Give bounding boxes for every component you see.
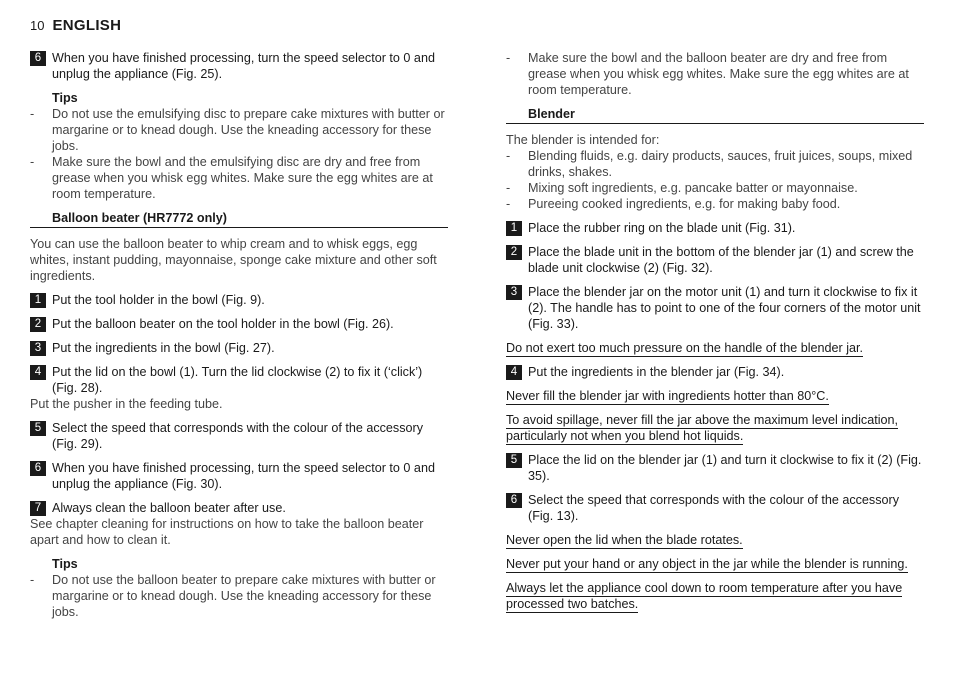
page-number: 10 — [30, 18, 45, 33]
page-header — [30, 17, 121, 35]
balloon-beater-intro: You can use the balloon beater to whip cream and to whisk eggs, egg whites, instant pudding, mayonnaise, sponge cake mixture and other soft ingredients. — [30, 237, 437, 283]
step-number: 1 — [506, 221, 522, 236]
step-text: Put the ingredients in the bowl (Fig. 27). — [52, 341, 275, 355]
warning-text: Never fill the blender jar with ingredients hotter than 80°C. — [506, 389, 829, 403]
step-number: 4 — [506, 365, 522, 380]
balloon-step-5 — [30, 420, 448, 452]
balloon-step-4 — [30, 364, 448, 396]
blender-step-1 — [506, 220, 924, 236]
step-text: Select the speed that corresponds with the colour of the accessory (Fig. 29). — [52, 421, 424, 451]
balloon-beater-heading: Balloon beater (HR7772 only) — [30, 210, 448, 228]
step-text: Put the ingredients in the blender jar (Fig. 34). — [528, 365, 785, 379]
balloon-step-3 — [30, 340, 448, 356]
blender-intro: The blender is intended for: — [506, 133, 660, 147]
step-number: 1 — [30, 293, 46, 308]
right-column — [506, 50, 924, 620]
balloon-step-2 — [30, 316, 448, 332]
step-text: Place the rubber ring on the blade unit (Fig. 31). — [528, 221, 796, 235]
left-column — [30, 50, 448, 628]
cleaning-note: See chapter cleaning for instructions on how to take the balloon beater apart and how to clean it. — [30, 517, 424, 547]
balloon-step-6 — [30, 460, 448, 492]
step-number: 6 — [30, 51, 46, 66]
blender-step-6 — [506, 492, 924, 524]
blender-step-5 — [506, 452, 924, 484]
warning-text: Never open the lid when the blade rotates. — [506, 533, 743, 547]
tip-item: - Make sure the bowl and the balloon beater are dry and free from grease when you whisk egg whites. Make sure the egg whites are at room temperature. — [506, 50, 924, 98]
tips-heading: Tips — [52, 91, 78, 105]
use-item: - Mixing soft ingredients, e.g. pancake batter or mayonnaise. — [506, 180, 924, 196]
tip-item: - Make sure the bowl and the emulsifying disc are dry and free from grease when you whisk egg whites. Make sure the egg whites are at room temperature. — [30, 154, 448, 202]
step-number: 2 — [30, 317, 46, 332]
blender-heading: Blender — [506, 106, 924, 124]
step-number: 7 — [30, 501, 46, 516]
step-6-emulsifying — [30, 50, 448, 82]
step-text: Put the tool holder in the bowl (Fig. 9). — [52, 293, 265, 307]
step-number: 5 — [506, 453, 522, 468]
tips-heading: Tips — [52, 557, 78, 571]
warning-cool-down — [506, 580, 924, 612]
step-number: 2 — [506, 245, 522, 260]
step-text: Select the speed that corresponds with the colour of the accessory (Fig. 13). — [528, 493, 900, 523]
step-text: Place the lid on the blender jar (1) and turn it clockwise to fix it (2) (Fig. 35). — [528, 453, 922, 483]
blender-step-4 — [506, 364, 924, 380]
step-number: 4 — [30, 365, 46, 380]
step-text: Place the blade unit in the bottom of the blender jar (1) and screw the blade unit clockwise (2) (Fig. 32). — [528, 245, 914, 275]
warning-hand-in-jar — [506, 556, 924, 572]
warning-spillage — [506, 412, 924, 444]
blender-step-3 — [506, 284, 924, 332]
blender-uses-list — [506, 148, 924, 212]
step-number: 6 — [506, 493, 522, 508]
tips-list — [30, 106, 448, 202]
step-number: 6 — [30, 461, 46, 476]
step-text: Put the balloon beater on the tool holder in the bowl (Fig. 26). — [52, 317, 394, 331]
warning-open-lid — [506, 532, 924, 548]
use-item: - Pureeing cooked ingredients, e.g. for making baby food. — [506, 196, 924, 212]
warning-text: Do not exert too much pressure on the handle of the blender jar. — [506, 341, 864, 355]
pusher-note: Put the pusher in the feeding tube. — [30, 397, 223, 411]
warning-text: Never put your hand or any object in the jar while the blender is running. — [506, 557, 908, 571]
step-text: Always clean the balloon beater after use. — [52, 501, 286, 515]
step-number: 3 — [506, 285, 522, 300]
step-text: When you have finished processing, turn the speed selector to 0 and unplug the appliance (Fig. 30). — [52, 461, 435, 491]
tips-list-continued — [506, 50, 924, 98]
warning-hot-ingredients — [506, 388, 924, 404]
step-number: 5 — [30, 421, 46, 436]
language-heading: ENGLISH — [52, 17, 122, 34]
step-text: When you have finished processing, turn the speed selector to 0 and unplug the appliance (Fig. 25). — [52, 51, 435, 81]
use-item: - Blending fluids, e.g. dairy products, sauces, fruit juices, soups, mixed drinks, shakes. — [506, 148, 924, 180]
tip-item: - Do not use the balloon beater to prepare cake mixtures with butter or margarine or to knead dough. Use the kneading accessory for these jobs. — [30, 572, 448, 620]
warning-pressure — [506, 340, 924, 356]
step-text: Put the lid on the bowl (1). Turn the lid clockwise (2) to fix it (‘click’) (Fig. 28). — [52, 365, 423, 395]
tips-list — [30, 572, 448, 620]
balloon-step-7 — [30, 500, 448, 516]
tip-item: - Do not use the emulsifying disc to prepare cake mixtures with butter or margarine or to knead dough. Use the kneading accessory for these jobs. — [30, 106, 448, 154]
warning-text: Always let the appliance cool down to room temperature after you have processed two batches. — [506, 581, 903, 611]
balloon-step-1 — [30, 292, 448, 308]
step-number: 3 — [30, 341, 46, 356]
blender-step-2 — [506, 244, 924, 276]
warning-text: To avoid spillage, never fill the jar above the maximum level indication, particularly not when you blend hot liquids. — [506, 413, 899, 443]
step-text: Place the blender jar on the motor unit (1) and turn it clockwise to fix it (2). The handle has to point to one of the four corners of the motor unit (Fig. 33). — [528, 285, 921, 331]
